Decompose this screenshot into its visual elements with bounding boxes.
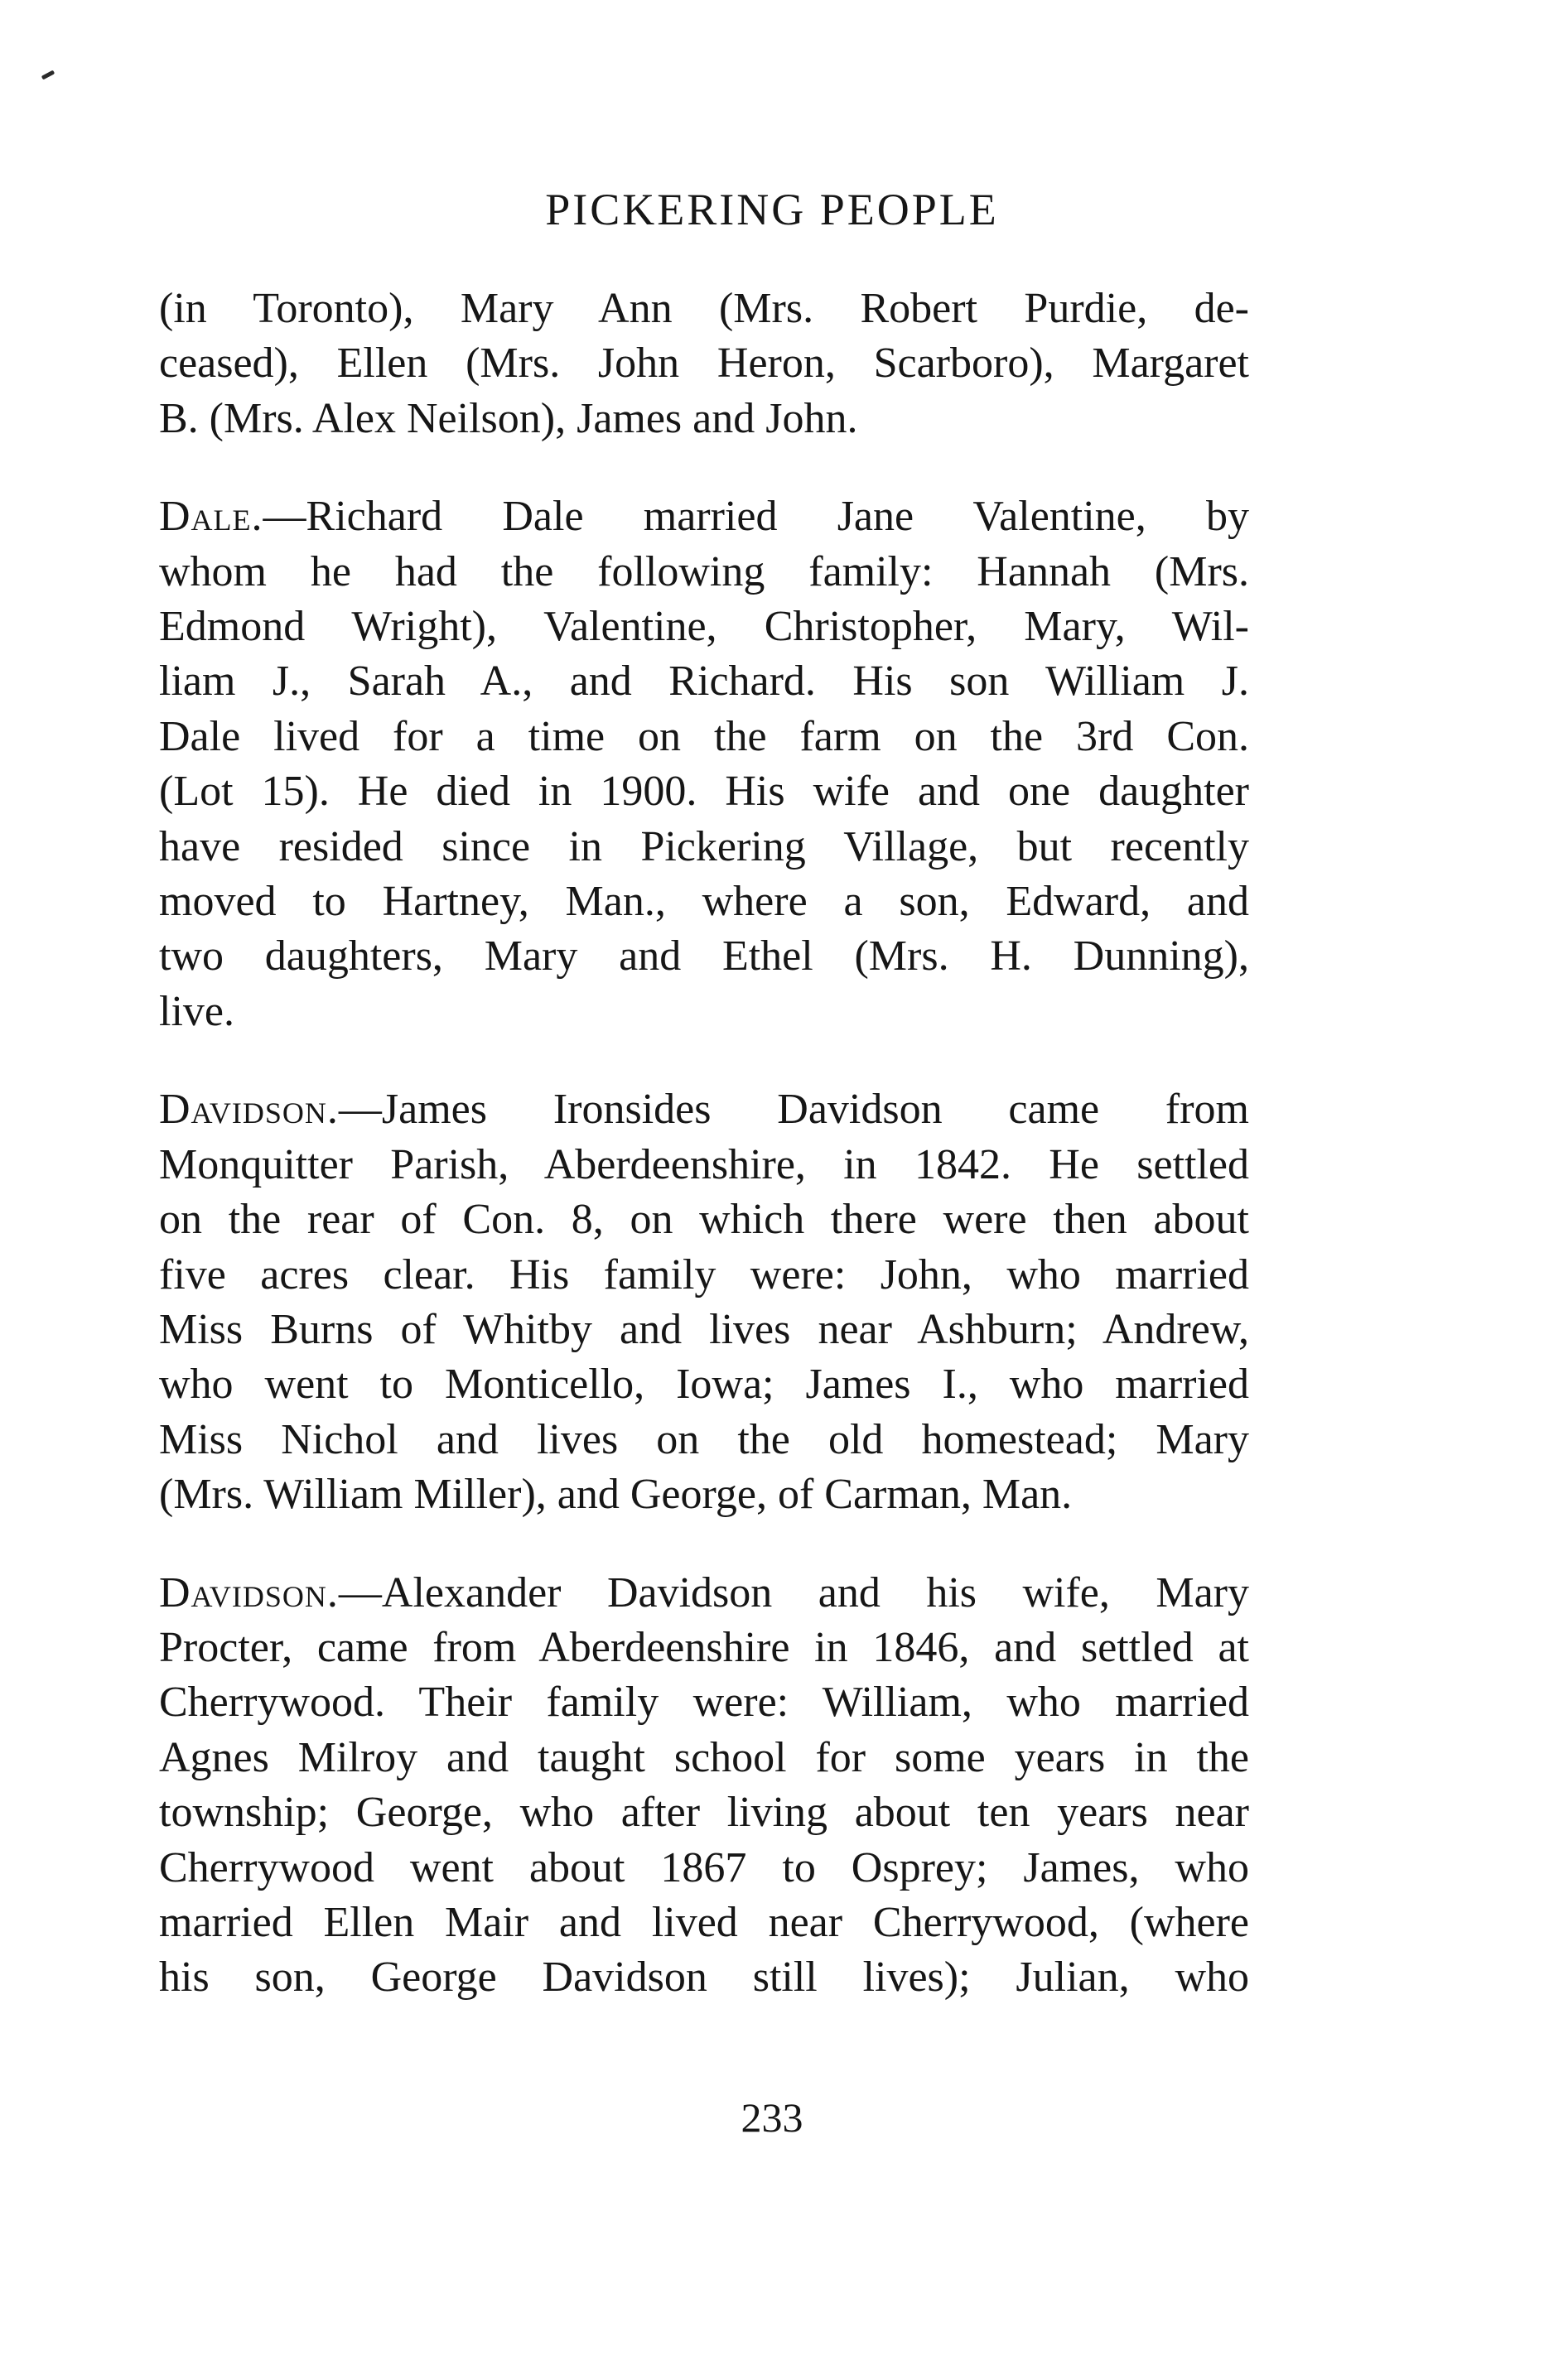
- text-line: township; George, who after living about ten years near: [159, 1789, 1249, 1837]
- text-line: (in Toronto), Mary Ann (Mrs. Robert Purdie, de-: [159, 285, 1249, 332]
- paragraph-continuation: [159, 282, 1249, 446]
- text-line: [159, 1566, 1249, 1621]
- text-line: have resided since in Pickering Village, but recently: [159, 822, 1249, 870]
- text-line: Cherrywood went about 1867 to Osprey; James, who: [159, 1843, 1249, 1891]
- text-line: whom he had the following family: Hannah (Mrs.: [159, 547, 1249, 595]
- text-line: Agnes Milroy and taught school for some years in the: [159, 1733, 1249, 1781]
- text-line: Miss Nichol and lives on the old homestead; Mary: [159, 1415, 1249, 1463]
- text-line: (Mrs. William Miller), and George, of Carman, Man.: [159, 1471, 1073, 1519]
- entry-dale: [159, 489, 1249, 1039]
- ink-speck: [41, 70, 55, 80]
- text-line: live.: [159, 987, 234, 1035]
- text-line: Dale lived for a time on the farm on the 3rd Con.: [159, 712, 1249, 760]
- text-line: who went to Monticello, Iowa; James I., who married: [159, 1361, 1249, 1409]
- entry-first-line: —Alexander Davidson and his wife, Mary: [338, 1568, 1249, 1616]
- text-line: moved to Hartney, Man., where a son, Edward, and: [159, 878, 1249, 926]
- text-line: liam J., Sarah A., and Richard. His son William J.: [159, 658, 1249, 706]
- text-line: B. (Mrs. Alex Neilson), James and John.: [159, 394, 858, 442]
- page-number: 233: [741, 2094, 803, 2141]
- text-line: ceased), Ellen (Mrs. John Heron, Scarboro), Margaret: [159, 340, 1249, 388]
- text-line: on the rear of Con. 8, on which there were then about: [159, 1196, 1249, 1244]
- text-line: Monquitter Parish, Aberdeenshire, in 1842. He settled: [159, 1140, 1249, 1188]
- running-head: PICKERING PEOPLE: [545, 185, 999, 234]
- entry-heading: Dale.: [159, 493, 263, 541]
- text-line: married Ellen Mair and lived near Cherrywood, (where: [159, 1898, 1249, 1946]
- text-line: [159, 489, 1249, 544]
- body-text: [159, 282, 1249, 2006]
- text-line: his son, George Davidson still lives); Julian, who: [159, 1954, 1249, 2002]
- text-line: Miss Burns of Whitby and lives near Ashburn; Andrew,: [159, 1305, 1249, 1353]
- text-line: [159, 1082, 1249, 1137]
- text-line: (Lot 15). He died in 1900. His wife and one daughter: [159, 768, 1249, 816]
- text-line: two daughters, Mary and Ethel (Mrs. H. Dunning),: [159, 932, 1249, 980]
- entry-davidson-james: [159, 1082, 1249, 1522]
- text-line: Cherrywood. Their family were: William, who married: [159, 1679, 1249, 1727]
- entry-first-line: —Richard Dale married Jane Valentine, by: [263, 493, 1249, 541]
- text-line: Edmond Wright), Valentine, Christopher, Mary, Wil-: [159, 603, 1249, 651]
- text-line: Procter, came from Aberdeenshire in 1846, and settled at: [159, 1623, 1249, 1671]
- entry-heading: Davidson.: [159, 1568, 339, 1616]
- text-line: five acres clear. His family were: John, who married: [159, 1250, 1249, 1298]
- entry-first-line: —James Ironsides Davidson came from: [338, 1086, 1249, 1134]
- entry-heading: Davidson.: [159, 1086, 339, 1134]
- entry-davidson-alexander: [159, 1566, 1249, 2006]
